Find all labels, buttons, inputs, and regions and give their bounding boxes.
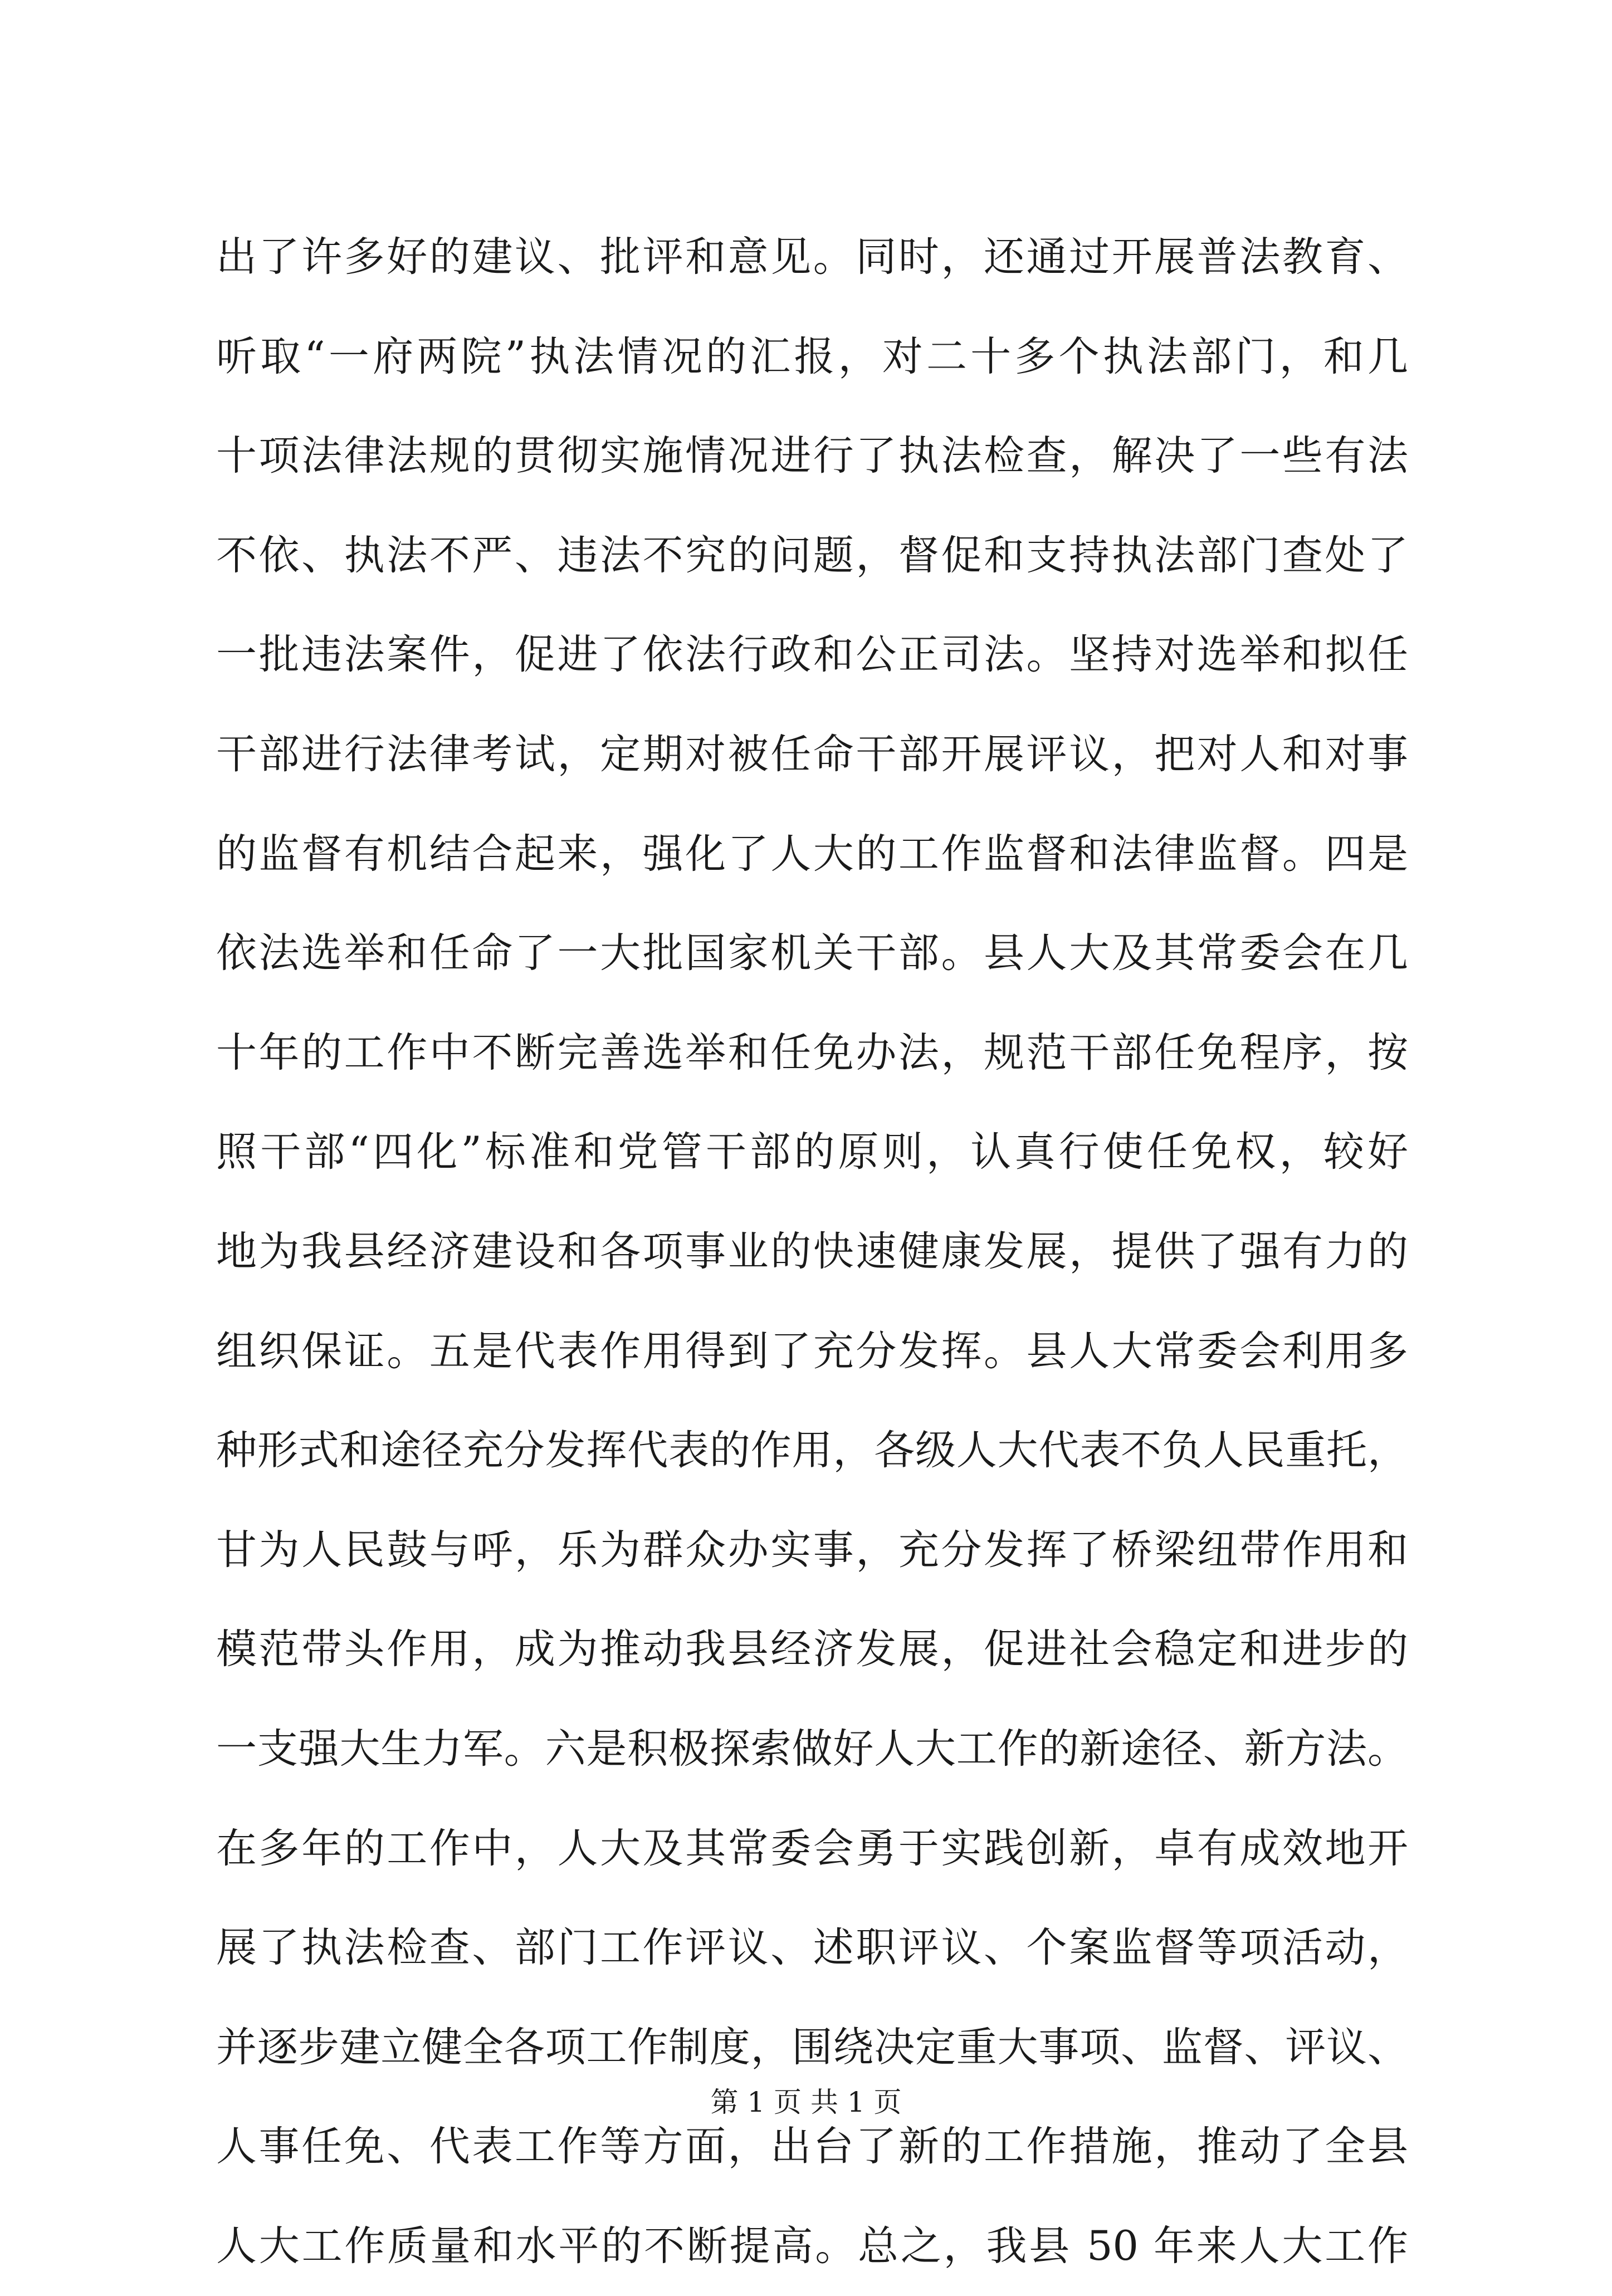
text-line: 不依、执法不严、违法不究的问题，督促和支持执法部门查处了 [216, 531, 1408, 579]
text-line: 人大工作质量和水平的不断提高。总之，我县 50 年来人大工作 [216, 2222, 1408, 2270]
text-line: 地为我县经济建设和各项事业的快速健康发展，提供了强有力的 [216, 1227, 1408, 1275]
page-indicator: 第 1 页 共 1 页 [710, 2086, 902, 2118]
text-line: 并逐步建立健全各项工作制度，围绕决定重大事项、监督、评议、 [216, 2023, 1408, 2071]
text-line: 的监督有机结合起来，强化了人大的工作监督和法律监督。四是 [216, 830, 1408, 878]
text-line: 一批违法案件，促进了依法行政和公正司法。坚持对选举和拟任 [216, 631, 1408, 679]
text-line: 甘为人民鼓与呼，乐为群众办实事，充分发挥了桥梁纽带作用和 [216, 1526, 1408, 1574]
text-line: 听取“一府两院”执法情况的汇报，对二十多个执法部门，和几 [216, 332, 1408, 380]
text-line: 十项法律法规的贯彻实施情况进行了执法检查，解决了一些有法 [216, 432, 1408, 480]
text-line: 种形式和途径充分发挥代表的作用，各级人大代表不负人民重托， [216, 1427, 1408, 1475]
text-line: 十年的工作中不断完善选举和任免办法，规范干部任免程序，按 [216, 1029, 1408, 1076]
text-line: 依法选举和任命了一大批国家机关干部。县人大及其常委会在几 [216, 929, 1408, 977]
text-line: 照干部“四化”标准和党管干部的原则，认真行使任免权，较好 [216, 1128, 1408, 1176]
text-line: 一支强大生力军。六是积极探索做好人大工作的新途径、新方法。 [216, 1725, 1408, 1773]
page-footer [0, 2083, 1612, 2122]
text-line: 在多年的工作中，人大及其常委会勇于实践创新，卓有成效地开 [216, 1824, 1408, 1872]
text-line: 展了执法检查、部门工作评议、述职评议、个案监督等项活动， [216, 1924, 1408, 1972]
text-line: 模范带头作用，成为推动我县经济发展，促进社会稳定和进步的 [216, 1626, 1408, 1673]
text-line: 干部进行法律考试，定期对被任命干部开展评议，把对人和对事 [216, 730, 1408, 778]
body-text [216, 208, 1408, 2296]
text-line: 组织保证。五是代表作用得到了充分发挥。县人大常委会利用多 [216, 1327, 1408, 1375]
text-line: 人事任免、代表工作等方面，出台了新的工作措施，推动了全县 [216, 2123, 1408, 2171]
text-line: 出了许多好的建议、批评和意见。同时，还通过开展普法教育、 [216, 233, 1408, 281]
